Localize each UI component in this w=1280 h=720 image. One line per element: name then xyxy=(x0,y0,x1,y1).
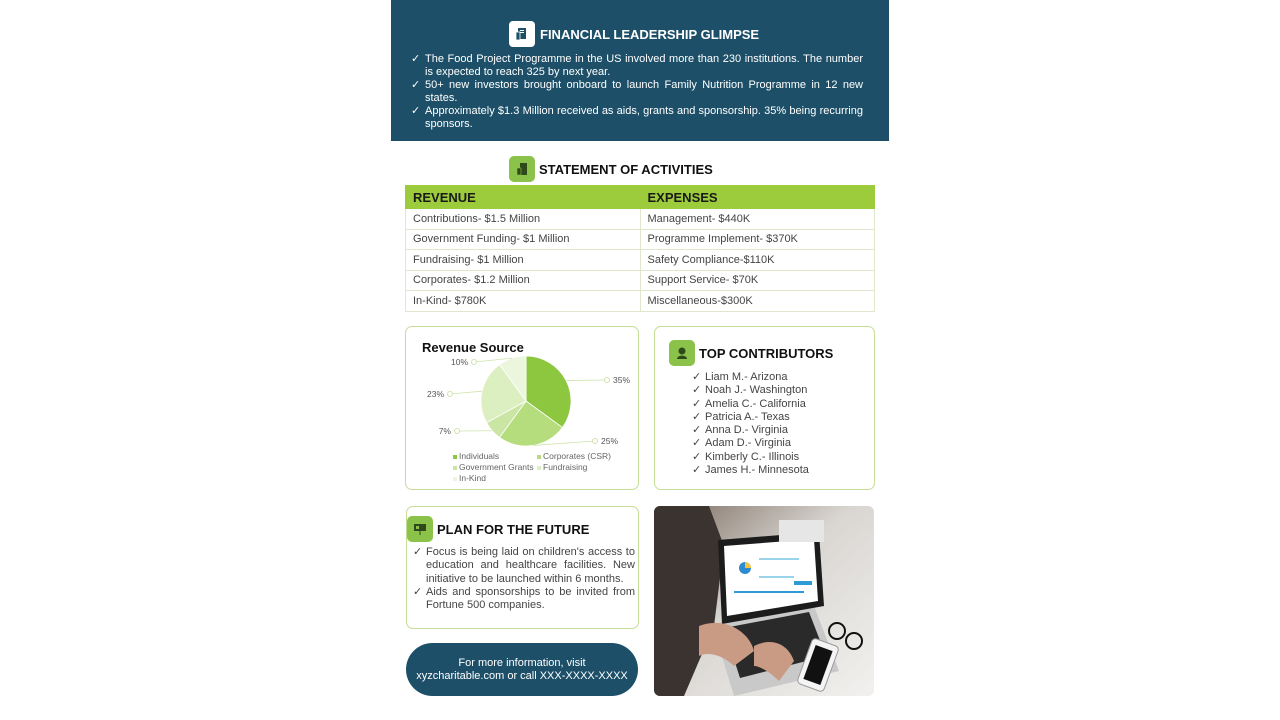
leader-line xyxy=(566,380,607,381)
list-item: ✓ Aids and sponsorships to be invited from Fortune 500 companies. xyxy=(413,585,635,612)
revenue-cell: Corporates- $1.2 Million xyxy=(406,270,641,291)
legend-item: Fundraising xyxy=(537,462,587,472)
contributors-title: TOP CONTRIBUTORS xyxy=(699,345,834,361)
check-icon: ✓ xyxy=(692,450,702,463)
check-icon: ✓ xyxy=(413,585,423,598)
list-item: ✓ Liam M.- Arizona xyxy=(692,371,788,383)
check-icon: ✓ xyxy=(413,546,423,558)
legend-item: Individuals xyxy=(453,451,499,461)
contact-line-2[interactable]: xyzcharitable.com or call XXX-XXXX-XXXX xyxy=(416,669,628,682)
data-label: 23% xyxy=(426,389,444,399)
plan-card xyxy=(406,506,639,629)
data-label: 7% xyxy=(438,426,451,436)
legend-swatch xyxy=(453,477,457,481)
top-contributors-card xyxy=(654,326,875,490)
check-icon: ✓ xyxy=(692,424,702,437)
legend-swatch xyxy=(453,466,457,470)
revenue-cell: In-Kind- $780K xyxy=(406,291,641,312)
revenue-source-card xyxy=(405,326,639,490)
table-row xyxy=(406,209,875,230)
list-item: ✓ Amelia C.- California xyxy=(692,397,806,410)
data-label: 25% xyxy=(601,436,619,446)
check-icon: ✓ xyxy=(692,464,702,477)
header-bullet: ✓ The Food Project Programme in the US involved more than 230 institutions. The number is expected to reach 325 by next year. xyxy=(411,53,863,78)
leader-marker xyxy=(605,378,610,383)
person-icon xyxy=(669,340,695,366)
data-label: 35% xyxy=(613,375,631,385)
document-icon xyxy=(509,21,535,47)
legend-item: Corporates (CSR) xyxy=(537,451,611,461)
check-icon: ✓ xyxy=(692,410,702,423)
data-label: 10% xyxy=(450,357,468,367)
statement-title-row xyxy=(509,156,713,182)
table-row xyxy=(406,291,875,312)
check-icon: ✓ xyxy=(411,53,421,65)
laptop-photo xyxy=(654,506,874,696)
header-title: FINANCIAL LEADERSHIP GLIMPSE xyxy=(540,26,760,42)
contributors-title-row xyxy=(669,340,833,366)
leader-marker xyxy=(455,429,460,434)
presentation-board-icon xyxy=(407,516,433,542)
check-icon: ✓ xyxy=(692,371,702,383)
building-icon xyxy=(509,156,535,182)
revenue-cell: Contributions- $1.5 Million xyxy=(406,209,641,230)
leader-line xyxy=(450,391,482,394)
contact-info-pill xyxy=(406,643,638,696)
legend-item: Government Grants xyxy=(453,462,534,472)
list-item: ✓ Focus is being laid on children's access to education and healthcare facilities. New initiative to be launched within 6 months. xyxy=(413,546,635,585)
leader-marker xyxy=(472,360,477,365)
revenue-header: REVENUE xyxy=(406,186,641,209)
check-icon: ✓ xyxy=(692,397,702,410)
list-item: ✓ Anna D.- Virginia xyxy=(692,424,788,437)
legend-swatch xyxy=(537,466,541,470)
check-icon: ✓ xyxy=(411,79,421,91)
table-header-row xyxy=(406,186,875,209)
header-bullet: ✓ 50+ new investors brought onboard to launch Family Nutrition Programme in 12 new states. xyxy=(411,79,863,104)
expense-cell: Safety Compliance-$110K xyxy=(640,250,875,271)
legend-item: In-Kind xyxy=(453,473,486,483)
plan-bullets xyxy=(413,546,635,612)
statement-table xyxy=(405,185,875,312)
table-row xyxy=(406,270,875,291)
expense-cell: Programme Implement- $370K xyxy=(640,229,875,250)
table-row xyxy=(406,250,875,271)
plan-title-row xyxy=(407,516,589,542)
expense-cell: Support Service- $70K xyxy=(640,270,875,291)
statement-title: STATEMENT OF ACTIVITIES xyxy=(539,161,713,177)
list-item: ✓ Kimberly C.- Illinois xyxy=(692,450,800,463)
infographic-page xyxy=(391,0,889,720)
header-banner xyxy=(391,0,889,141)
legend-swatch xyxy=(537,455,541,459)
header-title-row xyxy=(509,21,759,47)
contact-line-1: For more information, visit xyxy=(458,656,586,669)
header-bullets xyxy=(411,53,863,131)
legend-swatch xyxy=(453,455,457,459)
leader-marker xyxy=(448,392,453,397)
plan-title: PLAN FOR THE FUTURE xyxy=(437,521,590,537)
check-icon: ✓ xyxy=(411,105,421,117)
check-icon: ✓ xyxy=(692,437,702,450)
revenue-cell: Government Funding- $1 Million xyxy=(406,229,641,250)
expense-cell: Management- $440K xyxy=(640,209,875,230)
list-item: ✓ Noah J.- Washington xyxy=(692,384,808,397)
leader-marker xyxy=(593,439,598,444)
contributors-list xyxy=(692,371,867,477)
list-item: ✓ Patricia A.- Texas xyxy=(692,410,790,423)
header-bullet: ✓ Approximately $1.3 Million received as aids, grants and sponsorship. 35% being recurring sponsors. xyxy=(411,105,863,130)
check-icon: ✓ xyxy=(692,384,702,397)
chart-title: Revenue Source xyxy=(422,340,524,355)
revenue-cell: Fundraising- $1 Million xyxy=(406,250,641,271)
expense-cell: Miscellaneous-$300K xyxy=(640,291,875,312)
list-item: ✓ James H.- Minnesota xyxy=(692,464,809,477)
expenses-header: EXPENSES xyxy=(640,186,875,209)
list-item: ✓ Adam D.- Virginia xyxy=(692,437,791,450)
table-row xyxy=(406,229,875,250)
